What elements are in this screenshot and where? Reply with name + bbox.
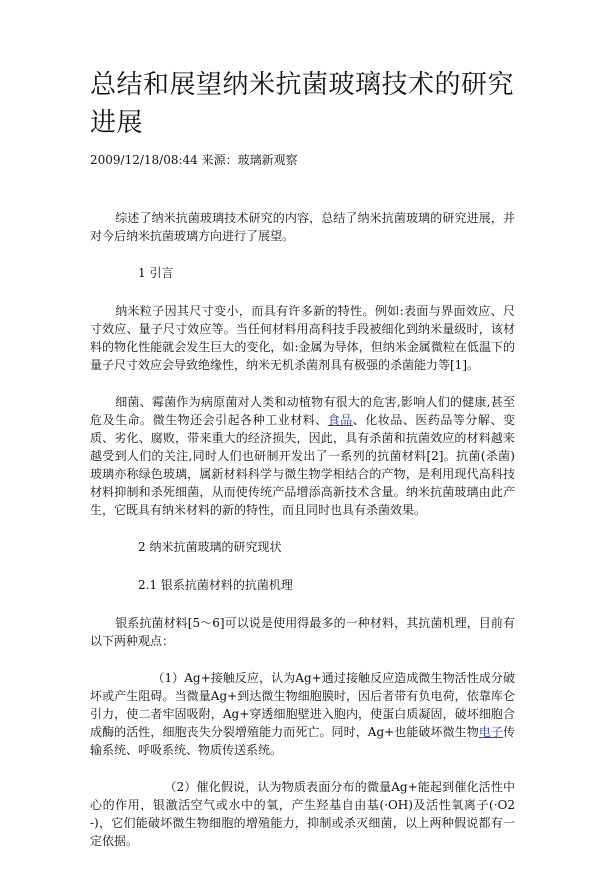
article-body bbox=[90, 209, 515, 869]
catalysis-paragraph: （2）催化假说，认为物质表面分布的微量Ag+能起到催化活性中心的作用，银激活空气或水中的氧，产生羟基自由基(·OH)及活性氧离子(·O2-)，它们能破坏微生物细胞的增殖能力，抑制或杀灭细菌，以上两种假说都有一定依据。 bbox=[90, 780, 515, 848]
article-meta: 2009/12/18/08:44 来源：玻璃新观察 bbox=[90, 153, 298, 167]
section-heading-status: 2 纳米抗菌玻璃的研究现状 bbox=[138, 540, 282, 554]
mechanism-paragraph: 银系抗菌材料[5～6]可以说是使用得最多的一种材料，其抗菌机理，目前有以下两种观点： bbox=[90, 616, 515, 648]
subsection-heading-mechanism: 2.1 银系抗菌材料的抗菌机理 bbox=[138, 578, 293, 592]
section-heading-intro: 1 引言 bbox=[138, 266, 174, 280]
contact-reaction-text-b: 传输系统、呼吸系统、物质传送系统。 bbox=[90, 725, 515, 757]
intro-paragraph-2-text-a: 细菌、霉菌作为病原菌对人类和动植物有很大的危害,影响人们的健康,甚至危及生命。微生物还会引起各种工业材料、 bbox=[90, 395, 515, 427]
abstract-paragraph: 综述了纳米抗菌玻璃技术研究的内容，总结了纳米抗菌玻璃的研究进展，并对今后纳米抗菌玻璃方向进行了展望。 bbox=[90, 211, 515, 243]
food-link[interactable]: 食品 bbox=[327, 413, 353, 427]
electronics-link[interactable]: 电子 bbox=[478, 725, 503, 739]
contact-reaction-text-a: （1）Ag+接触反应，认为Ag+通过接触反应造成微生物活性成分破坏或产生阻碍。当微量Ag+到达微生物细胞膜时，因后者带有负电荷，依靠库仑引力，使二者牢固吸附，Ag+穿透细胞壁进入胞内，使蛋白质凝固，破坏细胞合成酶的活性，细胞丧失分裂增殖能力而死亡。同时，Ag+也能破坏微生物 bbox=[90, 671, 515, 739]
intro-paragraph-2 bbox=[90, 393, 515, 519]
intro-paragraph-1: 纳米粒子因其尺寸变小，而具有许多新的特性。例如:表面与界面效应、尺寸效应、量子尺寸效应等。当任何材料用高科技手段被细化到纳米量级时，该材料的物化性能就会发生巨大的变化，如:金属为导体，但纳米金属微粒在低温下的量子尺寸效应会导致绝缘性，纳米无机杀菌剂具有极强的杀菌能力等[1]。 bbox=[90, 304, 515, 372]
contact-reaction-paragraph bbox=[90, 669, 515, 759]
intro-paragraph-2-text-b: 、化妆品、医药品等分解、变质、劣化、腐败，带来重大的经济损失，因此，具有杀菌和抗菌效应的材料越来越受到人们的关注,同时人们也研制开发出了一系列的抗菌材料[2]。抗菌(杀菌)玻璃亦称绿色玻璃，属新材料科学与微生物学相结合的产物，是利用现代高科技材料抑制和杀死细菌，从而使传统产品增添高新技术含量。纳米抗菌玻璃由此产生，它既具有纳米材料的新的特性，而且同时也具有杀菌效果。 bbox=[90, 413, 515, 517]
article-title: 总结和展望纳米抗菌玻璃技术的研究进展 bbox=[90, 70, 515, 138]
